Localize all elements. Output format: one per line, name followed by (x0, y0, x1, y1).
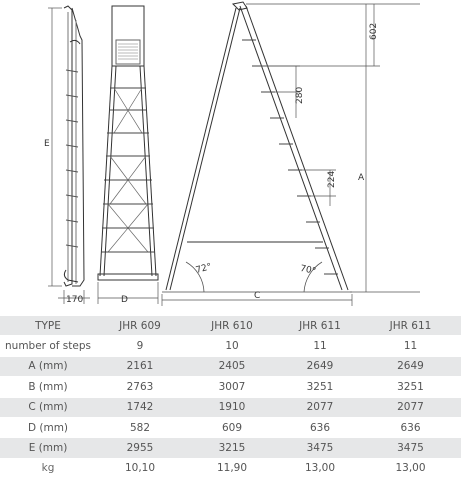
header-type: TYPE (0, 316, 96, 336)
table-cell: 2763 (96, 377, 184, 397)
table-cell: 582 (96, 417, 184, 437)
dimension-e-label: E (44, 139, 50, 149)
table-cell: 3007 (184, 377, 280, 397)
table-cell: 1910 (184, 397, 280, 417)
table-cell: 636 (360, 417, 461, 437)
row-label: kg (0, 458, 96, 478)
header-model: JHR 610 (184, 316, 280, 336)
table-cell: 3475 (360, 438, 461, 458)
header-model: JHR 609 (96, 316, 184, 336)
table-cell: 2077 (360, 397, 461, 417)
table-cell: 2649 (280, 356, 360, 376)
dimension-step-spacing-1-label: 280 (295, 86, 305, 104)
spec-table (0, 316, 461, 478)
table-cell: 10 (184, 336, 280, 356)
row-label: E (mm) (0, 438, 96, 458)
row-label: D (mm) (0, 417, 96, 437)
table-row (0, 377, 461, 397)
table-cell: 9 (96, 336, 184, 356)
dimension-a-label: A (358, 173, 365, 183)
table-cell: 10,10 (96, 458, 184, 478)
header-model: JHR 611 (360, 316, 461, 336)
row-label: A (mm) (0, 356, 96, 376)
table-row (0, 356, 461, 376)
table-cell: 3215 (184, 438, 280, 458)
dimension-top-gap-label: 602 (369, 22, 379, 40)
table-cell: 11 (360, 336, 461, 356)
header-model: JHR 611 (280, 316, 360, 336)
angle-left-label: 72° (194, 262, 213, 276)
table-cell: 1742 (96, 397, 184, 417)
table-row (0, 458, 461, 478)
row-label: B (mm) (0, 377, 96, 397)
angle-right-label: 70° (299, 263, 317, 277)
table-cell: 11,90 (184, 458, 280, 478)
side-view (64, 6, 84, 286)
table-row (0, 397, 461, 417)
dimension-side-width-label: 170 (66, 295, 84, 305)
dimension-step-spacing-2-label: 224 (327, 170, 337, 188)
table-cell: 609 (184, 417, 280, 437)
open-dimension-lines (162, 4, 420, 306)
open-ladder-view (162, 2, 352, 292)
table-cell: 2649 (360, 356, 461, 376)
table-cell: 11 (280, 336, 360, 356)
dimension-c-label: C (254, 291, 261, 301)
table-cell: 3251 (360, 377, 461, 397)
row-label: number of steps (0, 336, 96, 356)
table-cell: 3251 (280, 377, 360, 397)
table-row (0, 417, 461, 437)
front-dimension-lines (98, 282, 158, 304)
table-header-row (0, 316, 461, 336)
table-cell: 2405 (184, 356, 280, 376)
table-row (0, 336, 461, 356)
table-cell: 2161 (96, 356, 184, 376)
table-cell: 2077 (280, 397, 360, 417)
table-cell: 3475 (280, 438, 360, 458)
table-cell: 2955 (96, 438, 184, 458)
front-view (98, 6, 158, 280)
table-cell: 636 (280, 417, 360, 437)
dimension-d-label: D (121, 295, 128, 305)
table-cell: 13,00 (360, 458, 461, 478)
row-label: C (mm) (0, 397, 96, 417)
table-cell: 13,00 (280, 458, 360, 478)
table-row (0, 438, 461, 458)
